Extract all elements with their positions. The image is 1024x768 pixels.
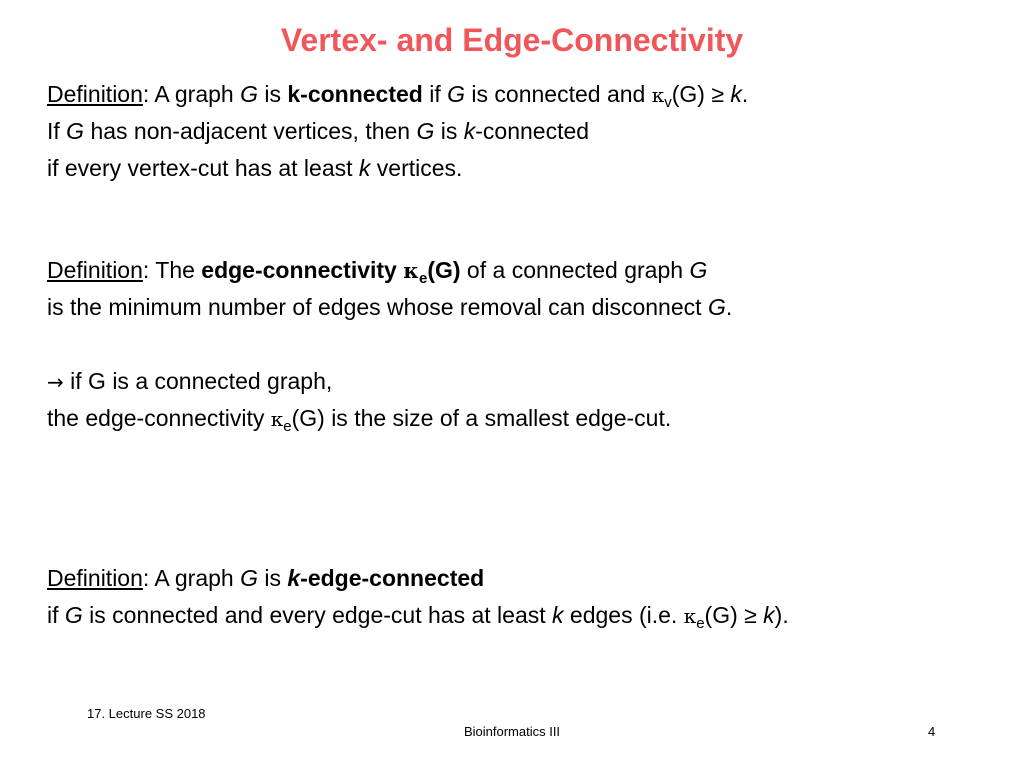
note-line-1: → if G is a connected graph, [47, 368, 333, 394]
kappa-symbol: κ [651, 83, 665, 107]
term-edge-connectivity: edge-connectivity [201, 257, 404, 283]
footer-lecture: 17. Lecture SS 2018 [87, 706, 206, 721]
definition-1-line-2: If G has non-adjacent vertices, then G is k-connected [47, 118, 590, 144]
kappa-symbol: κ [403, 258, 419, 283]
slide-title: Vertex- and Edge-Connectivity [280, 22, 744, 58]
definition-3-line-1: Definition: A graph G is k-edge-connected [47, 565, 485, 591]
definition-3-line-2: if G is connected and every edge-cut has at least k edges (i.e. $\kappa_e(G) \ge k$). [47, 602, 789, 632]
definition-label: Definition [47, 565, 143, 591]
footer-page-number: 4 [928, 724, 936, 739]
footer-course: Bioinformatics III [463, 724, 561, 739]
definition-label: Definition [47, 81, 143, 107]
definition-2-line-2: is the minimum number of edges whose removal can disconnect G. [47, 294, 733, 320]
definition-1-line-1: Definition: A graph G is k-connected if G is connected and $\kappa_v(G) \ge k$. [47, 81, 749, 111]
term-k-edge-connected: -edge-connected [300, 565, 485, 591]
note-line-2: the edge-connectivity $\kappa_e(G)$ is the size of a smallest edge-cut. [47, 405, 672, 435]
definition-label: Definition [47, 257, 143, 283]
definition-1-line-3: if every vertex-cut has at least k vertices. [47, 155, 463, 181]
term-k-connected: k-connected [287, 81, 423, 107]
kappa-symbol: κ [683, 604, 697, 628]
kappa-symbol: κ [270, 407, 284, 431]
definition-2-line-1: Definition: The edge-connectivity $\kappa_e(G)$ of a connected graph G [47, 257, 708, 287]
right-arrow-icon: → [47, 370, 64, 394]
